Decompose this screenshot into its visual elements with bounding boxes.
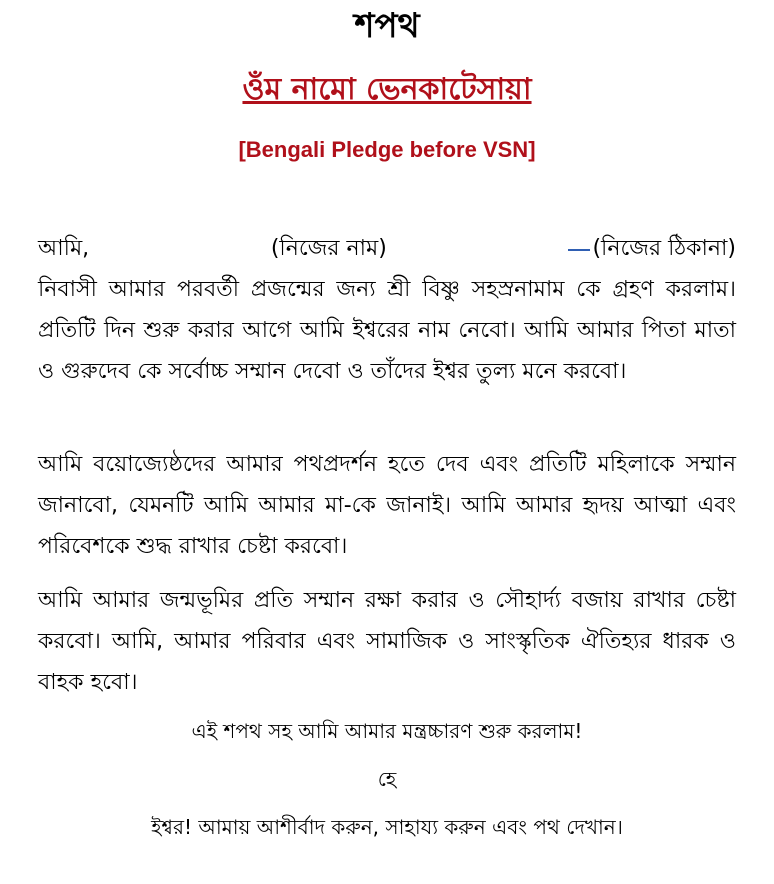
pledge-paragraph-1 [38, 228, 736, 392]
pledge-first-line [38, 228, 736, 269]
pledge-paragraph-2: আমি বয়োজ্যেষ্ঠদের আমার পথপ্রদর্শন হতে দেব এবং প্রতিটি মহিলাকে সম্মান জানাবো, যেমনটি আমি আমার মা-কে জানাই। আমি আমার হৃদয় আত্মা এবং পরিবেশকে শুদ্ধ রাখার চেষ্টা করবো। [38, 452, 736, 559]
document-title: শপথ [354, 6, 420, 46]
closing-line-3: ইশ্বর! আমায় আশীর্বাদ করুন, সাহায্য করুন এবং পথ দেখান। [151, 815, 623, 839]
closing-line-1: এই শপথ সহ আমি আমার মন্ত্রচ্চারণ শুরু করলাম! [191, 719, 583, 743]
address-placeholder: (নিজের ঠিকানা) [592, 236, 736, 261]
document-subtitle: ওঁম নামো ভেনকাটেসায়া [242, 72, 532, 107]
blank-underline [568, 248, 590, 251]
pledge-paragraph-1-text: নিবাসী আমার পরবর্তী প্রজন্মের জন্য শ্রী বিষ্ণু সহস্রনামাম কে গ্রহণ করলাম। প্রতিটি দিন শুরু করার আগে আমি ইশ্বরের নাম নেবো। আমি আমার পিতা মাতা ও গুরুদেব কে সর্বোচ্চ সম্মান দেবো ও তাঁদের ইশ্বর তুল্য মনে করবো। [38, 277, 736, 384]
pledge-paragraph-3: আমি আমার জন্মভূমির প্রতি সম্মান রক্ষা করার ও সৌহার্দ্য বজায় রাখার চেষ্টা করবো। আমি, আমার পরিবার এবং সামাজিক ও সাংস্কৃতিক ঐতিহ্যর ধারক ও বাহক হবো। [38, 588, 736, 695]
pledge-opening-word: আমি, [38, 236, 90, 261]
address-placeholder-wrap [568, 228, 736, 269]
document-tagline: [Bengali Pledge before VSN] [238, 137, 536, 162]
closing-line-2: হে [377, 767, 397, 791]
name-placeholder: (নিজের নাম) [270, 236, 387, 261]
